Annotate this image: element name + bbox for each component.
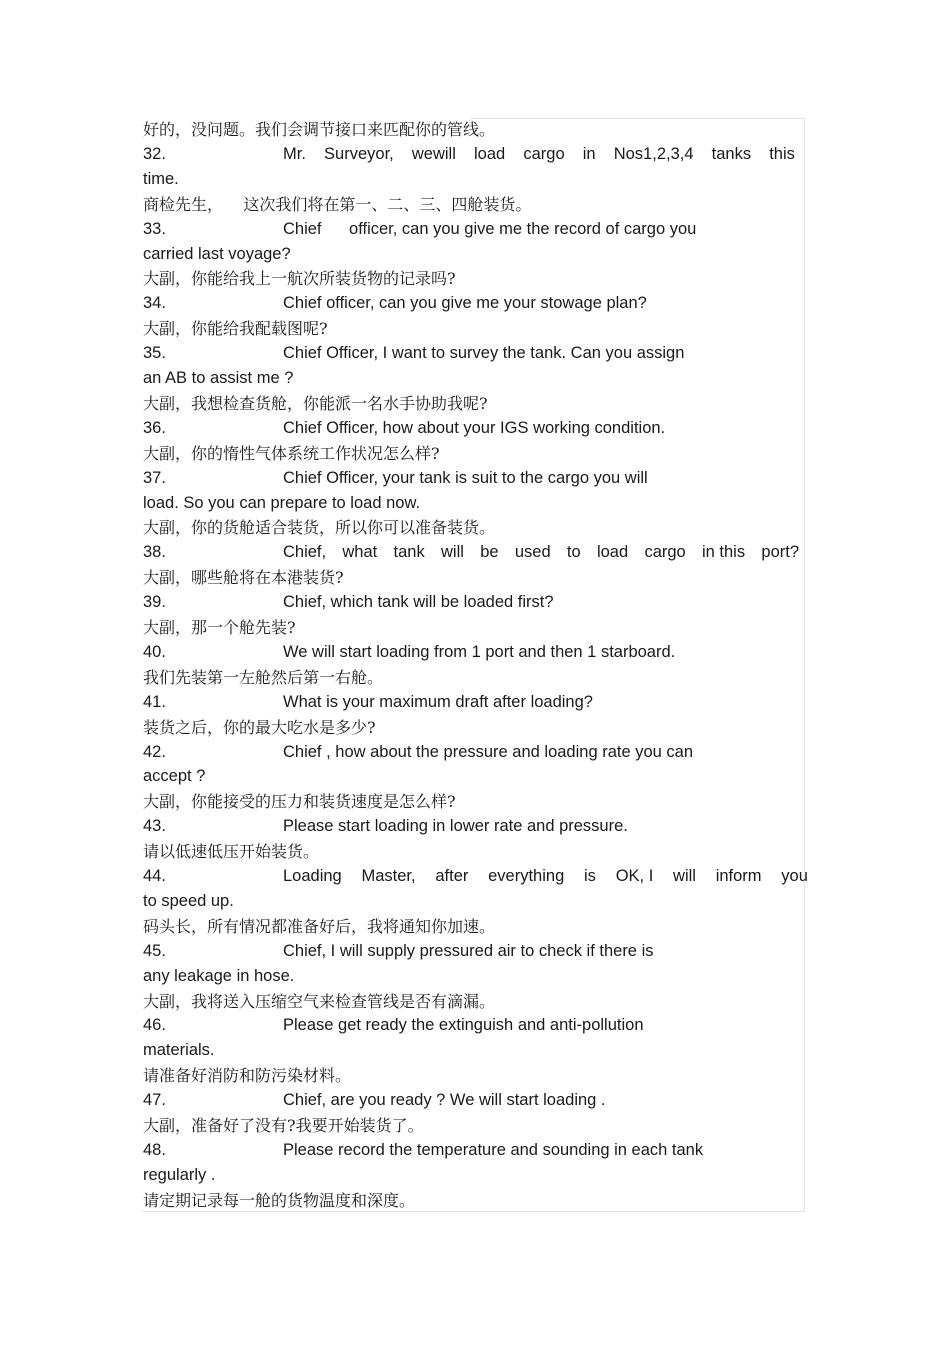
word: be [480, 543, 499, 562]
word: Surveyor, [324, 144, 394, 163]
sentence-number: 43. [143, 817, 166, 836]
word: Chief, [283, 543, 327, 562]
sentence-number: 40. [143, 642, 166, 661]
sentence-text: Chief Officer, your tank is suit to the cargo you will [283, 468, 648, 487]
word: used [514, 543, 551, 562]
translation-line: 装货之后，你的最大吃水是多少? [143, 717, 376, 737]
continuation-line: materials. [143, 1041, 215, 1060]
word: in this [702, 543, 746, 562]
sentence-text [283, 864, 808, 889]
sentence-number: 45. [143, 941, 166, 960]
sentence-number: 48. [143, 1140, 166, 1159]
word: will [673, 867, 696, 885]
translation-line: 大副，你的货舱适合装货，所以你可以准备装货。 [143, 518, 496, 538]
word: is [584, 867, 596, 885]
word: in [582, 144, 596, 163]
translation-line: 好的，没问题。我们会调节接口来匹配你的管线。 [143, 120, 496, 139]
continuation-line: time. [143, 169, 179, 188]
word: cargo [644, 543, 686, 562]
sentence-text: What is your maximum draft after loading? [283, 692, 593, 711]
sentence-text [283, 142, 795, 167]
sentence-number: 38. [143, 543, 166, 562]
sentence-number: 33. [143, 219, 166, 238]
word: port? [761, 543, 799, 562]
sentence-text: Please get ready the extinguish and anti-pollution [283, 1016, 644, 1035]
translation-line: 大副，那一个舱先装? [143, 618, 296, 637]
translation-line: 请准备好消防和防污染材料。 [143, 1066, 352, 1086]
sentence-text: Chief, I will supply pressured air to check if there is [283, 941, 654, 960]
sentence-number: 41. [143, 692, 166, 711]
word: to [566, 543, 581, 562]
translation-line: 请定期记录每一舱的货物温度和深度。 [143, 1190, 416, 1210]
sentence-text: Chief, which tank will be loaded first? [283, 593, 554, 612]
sentence-number: 32. [143, 144, 166, 163]
word: everything [488, 867, 565, 885]
sentence-text: Please start loading in lower rate and pressure. [283, 817, 628, 836]
continuation-line: to speed up. [143, 891, 234, 910]
translation-line: 大副，我将送入压缩空气来检查管线是否有滴漏。 [143, 991, 496, 1011]
translation-line: 大副，你的惰性气体系统工作状况怎么样? [143, 443, 440, 463]
sentence-number: 47. [143, 1091, 166, 1110]
word: Mr. [283, 144, 306, 163]
word: inform [715, 867, 762, 885]
translation-line: 大副，准备好了没有?我要开始装货了。 [143, 1116, 424, 1135]
word: after [435, 867, 469, 885]
continuation-line: an AB to assist me ? [143, 369, 294, 387]
translation-line: 大副，你能给我配载图呢? [143, 319, 328, 339]
word: load [596, 543, 629, 562]
translation-line: 我们先装第一左舱然后第一右舱。 [143, 667, 384, 687]
word: load [474, 144, 506, 163]
sentence-text: Chief , how about the pressure and loading rate you can [283, 742, 694, 761]
word: Nos1,2,3,4 [613, 144, 694, 163]
continuation-line: load. So you can prepare to load now. [143, 493, 421, 512]
sentence-number: 42. [143, 742, 166, 761]
sentence-text: We will start loading from 1 port and then 1 starboard. [283, 642, 676, 661]
translation-line: 大副，哪些舱将在本港装货? [143, 568, 344, 588]
word: wewill [411, 144, 456, 163]
word: cargo [523, 144, 565, 163]
sentence-text: Chief Officer, how about your IGS working condition. [283, 418, 666, 437]
word: OK, I [615, 867, 654, 885]
continuation-line: regularly . [143, 1165, 216, 1184]
translation-line: 商检先生， 这次我们将在第一、二、三、四舱装货。 [143, 194, 532, 214]
sentence-text: Chief Officer, I want to survey the tank. Can you assign [283, 344, 685, 363]
translation-line: 大副，你能给我上一航次所装货物的记录吗? [143, 269, 456, 289]
word: tank [393, 543, 425, 562]
word: you [781, 867, 808, 885]
continuation-line: accept ? [143, 767, 206, 786]
sentence-number: 34. [143, 294, 166, 313]
word: Master, [361, 867, 416, 885]
sentence-number: 36. [143, 418, 166, 437]
word: Loading [283, 867, 342, 885]
sentence-text: Chief, are you ready ? We will start loading . [283, 1091, 606, 1110]
translation-line: 请以低速低压开始装货。 [143, 842, 320, 862]
sentence-text: Chief officer, can you give me your stowage plan? [283, 294, 647, 313]
sentence-number: 37. [143, 468, 166, 487]
continuation-line: carried last voyage? [143, 244, 291, 263]
translation-line: 码头长，所有情况都准备好后，我将通知你加速。 [143, 916, 496, 936]
sentence-number: 35. [143, 344, 166, 363]
sentence-number: 44. [143, 867, 166, 885]
sentence-number: 46. [143, 1016, 166, 1035]
word: will [441, 543, 464, 562]
translation-line: 大副，我想检查货舱，你能派一名水手协助我呢? [143, 393, 488, 413]
sentence-number: 39. [143, 593, 166, 612]
sentence-text: Chief officer, can you give me the record of cargo you [283, 219, 697, 238]
sentence-text [283, 540, 799, 565]
word: what [342, 543, 378, 562]
word: this [769, 144, 795, 163]
continuation-line: any leakage in hose. [143, 966, 295, 985]
sentence-text: Please record the temperature and sounding in each tank [283, 1140, 704, 1159]
translation-line: 大副，你能接受的压力和装货速度是怎么样? [143, 792, 456, 812]
word: tanks [711, 144, 752, 163]
